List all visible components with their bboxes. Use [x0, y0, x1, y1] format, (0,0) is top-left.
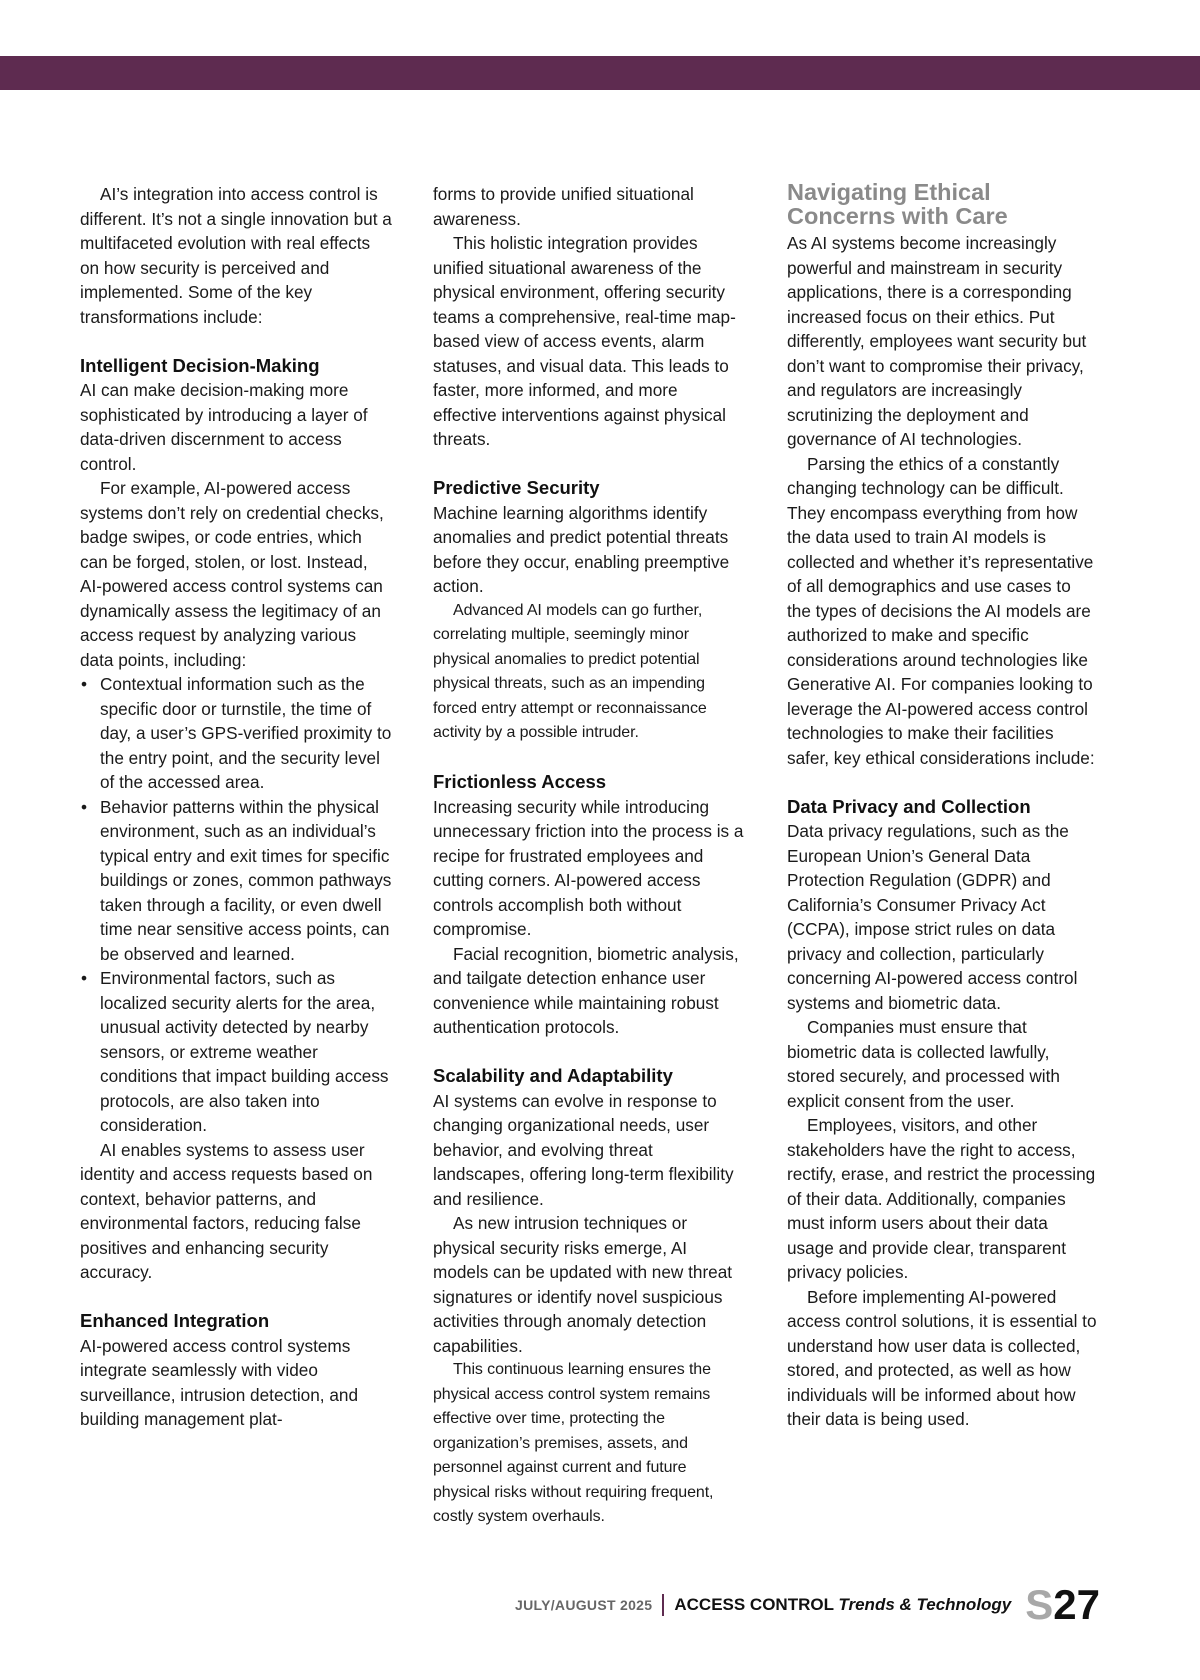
footer-divider: [662, 1594, 664, 1616]
page-prefix: S: [1025, 1581, 1054, 1628]
decision-paragraph-2: For example, AI-powered access systems don’t rely on credential checks, badge swipes, or code entries, which can be forged, stolen, or lost. Instead, AI-powered access control systems can dynamically assess the legitimacy of an access request by analyzing various data points, including:: [80, 478, 384, 670]
integration-paragraph-1: AI-powered access control systems integrate seamlessly with video surveillance, intrusion detection, and building management plat-: [80, 1335, 359, 1429]
page-number: [1025, 1582, 1100, 1628]
issue-date: JULY/AUGUST 2025: [515, 1597, 653, 1613]
ethics-paragraph-2: Parsing the ethics of a constantly changing technology can be difficult. They encompass everything from how the data used to train AI models is collected and whether it’s representative of all demographics and use cases to the types of decisions the AI models are authorized to make and specific considerations around technologies like Generative AI. For companies looking to leverage the AI-powered access control technologies to make their facilities safer, key ethical considerations include:: [787, 453, 1095, 768]
ethics-paragraph-1: As AI systems become increasingly powerful and mainstream in security applications, there is a corresponding increased focus on their ethics. Put differently, employees want security but don’t want to compromise their privacy, and regulators are increasingly scrutinizing the deployment and governance of AI technologies.: [787, 233, 1087, 449]
decision-paragraph-3: AI enables systems to assess user identity and access requests based on context, behavior patterns, and environmental factors, reducing false positives and enhancing security accuracy.: [80, 1139, 373, 1282]
page-number-value: 27: [1053, 1581, 1100, 1628]
magazine-name: [674, 1595, 1011, 1615]
heading-enhanced-integration: Enhanced Integration: [80, 1310, 270, 1331]
magazine-name-bold: ACCESS CONTROL: [674, 1595, 834, 1614]
heading-frictionless-access: Frictionless Access: [433, 771, 607, 792]
predictive-paragraph-2: Advanced AI models can go further, correlating multiple, seemingly minor physical anomalies to predict potential physical threats, such as an impending forced entry attempt or reconnaissance activity by a possible intruder.: [433, 601, 707, 741]
top-color-band: [0, 56, 1200, 90]
list-item: • Environmental factors, such as localized security alerts for the area, unusual activity detected by nearby sensors, or extreme weather conditions that impact building access protocols, are also taken into consideration.: [80, 966, 392, 1138]
decision-paragraph-1: AI can make decision-making more sophisticated by introducing a layer of data-driven discernment to access control.: [80, 380, 368, 474]
privacy-paragraph-2: Companies must ensure that biometric data is collected lawfully, stored securely, and processed with explicit consent from the user.: [787, 1017, 1060, 1111]
list-item: • Contextual information such as the specific door or turnstile, the time of day, a user’s GPS-verified proximity to the entry point, and the security level of the accessed area.: [80, 672, 392, 795]
integration-paragraph-2: This holistic integration provides unified situational awareness of the physical environment, offering security teams a comprehensive, real-time map-based view of access events, alarm statuses, and visual data. This leads to faster, more informed, and more effective interventions against physical threats.: [433, 233, 736, 449]
magazine-name-italic: Trends & Technology: [838, 1595, 1012, 1614]
frictionless-paragraph-1: Increasing security while introducing unnecessary friction into the process is a recipe for frustrated employees and cutting corners. AI-powered access controls accomplish both without compromise.: [433, 796, 744, 939]
heading-predictive-security: Predictive Security: [433, 477, 600, 498]
heading-data-privacy: Data Privacy and Collection: [787, 795, 1031, 817]
list-item: • Behavior patterns within the physical environment, such as an individual’s typical entry and exit times for specific buildings or zones, common pathways taken through a facility, or even dwell time near sensitive access points, can be observed and learned.: [80, 795, 392, 967]
privacy-paragraph-1: Data privacy regulations, such as the European Union’s General Data Protection Regulation (GDPR) and California’s Consumer Privacy Act (CCPA), impose strict rules on data privacy and collection, particularly concerning AI-powered access control systems and biometric data.: [787, 821, 1078, 1013]
page-footer: [515, 1582, 1100, 1628]
privacy-paragraph-4: Before implementing AI-powered access control solutions, it is essential to understand how user data is collected, stored, and protected, as well as how individuals will be informed about how their data is being used.: [787, 1286, 1097, 1429]
scalability-paragraph-1: AI systems can evolve in response to changing organizational needs, user behavior, and evolving threat landscapes, offering long-term flexibility and resilience.: [433, 1090, 734, 1209]
heading-scalability-adaptability: Scalability and Adaptability: [433, 1065, 673, 1086]
scalability-paragraph-3: This continuous learning ensures the physical access control system remains effective over time, protecting the organization’s premises, assets, and personnel against current and future physical risks without requiring frequent, costly system overhauls.: [433, 1361, 714, 1525]
section-title: Navigating Ethical Concerns with Care: [787, 179, 1008, 229]
column-1: [80, 182, 392, 1432]
predictive-paragraph-1: Machine learning algorithms identify anomalies and predict potential threats before they occur, enabling preemptive action.: [433, 502, 730, 596]
frictionless-paragraph-2: Facial recognition, biometric analysis, and tailgate detection enhance user convenience while maintaining robust authentication protocols.: [433, 943, 739, 1037]
heading-intelligent-decision-making: Intelligent Decision-Making: [80, 354, 320, 376]
data-points-list: [80, 672, 392, 1138]
privacy-paragraph-3: Employees, visitors, and other stakeholders have the right to access, rectify, erase, and restrict the processing of their data. Additionally, companies must inform users about their data usage and provide clear, transparent privacy policies.: [787, 1115, 1096, 1282]
intro-paragraph: AI’s integration into access control is different. It’s not a single innovation but a multifaceted evolution with real effects on how security is perceived and implemented. Some of the key transformations include:: [80, 184, 392, 327]
integration-continued: forms to provide unified situational awareness.: [433, 184, 694, 229]
scalability-paragraph-2: As new intrusion techniques or physical security risks emerge, AI models can be updated with new threat signatures or identify novel suspicious activities through anomaly detection capabilities.: [433, 1213, 733, 1356]
column-3: [787, 179, 1099, 1432]
column-2: [433, 182, 745, 1530]
